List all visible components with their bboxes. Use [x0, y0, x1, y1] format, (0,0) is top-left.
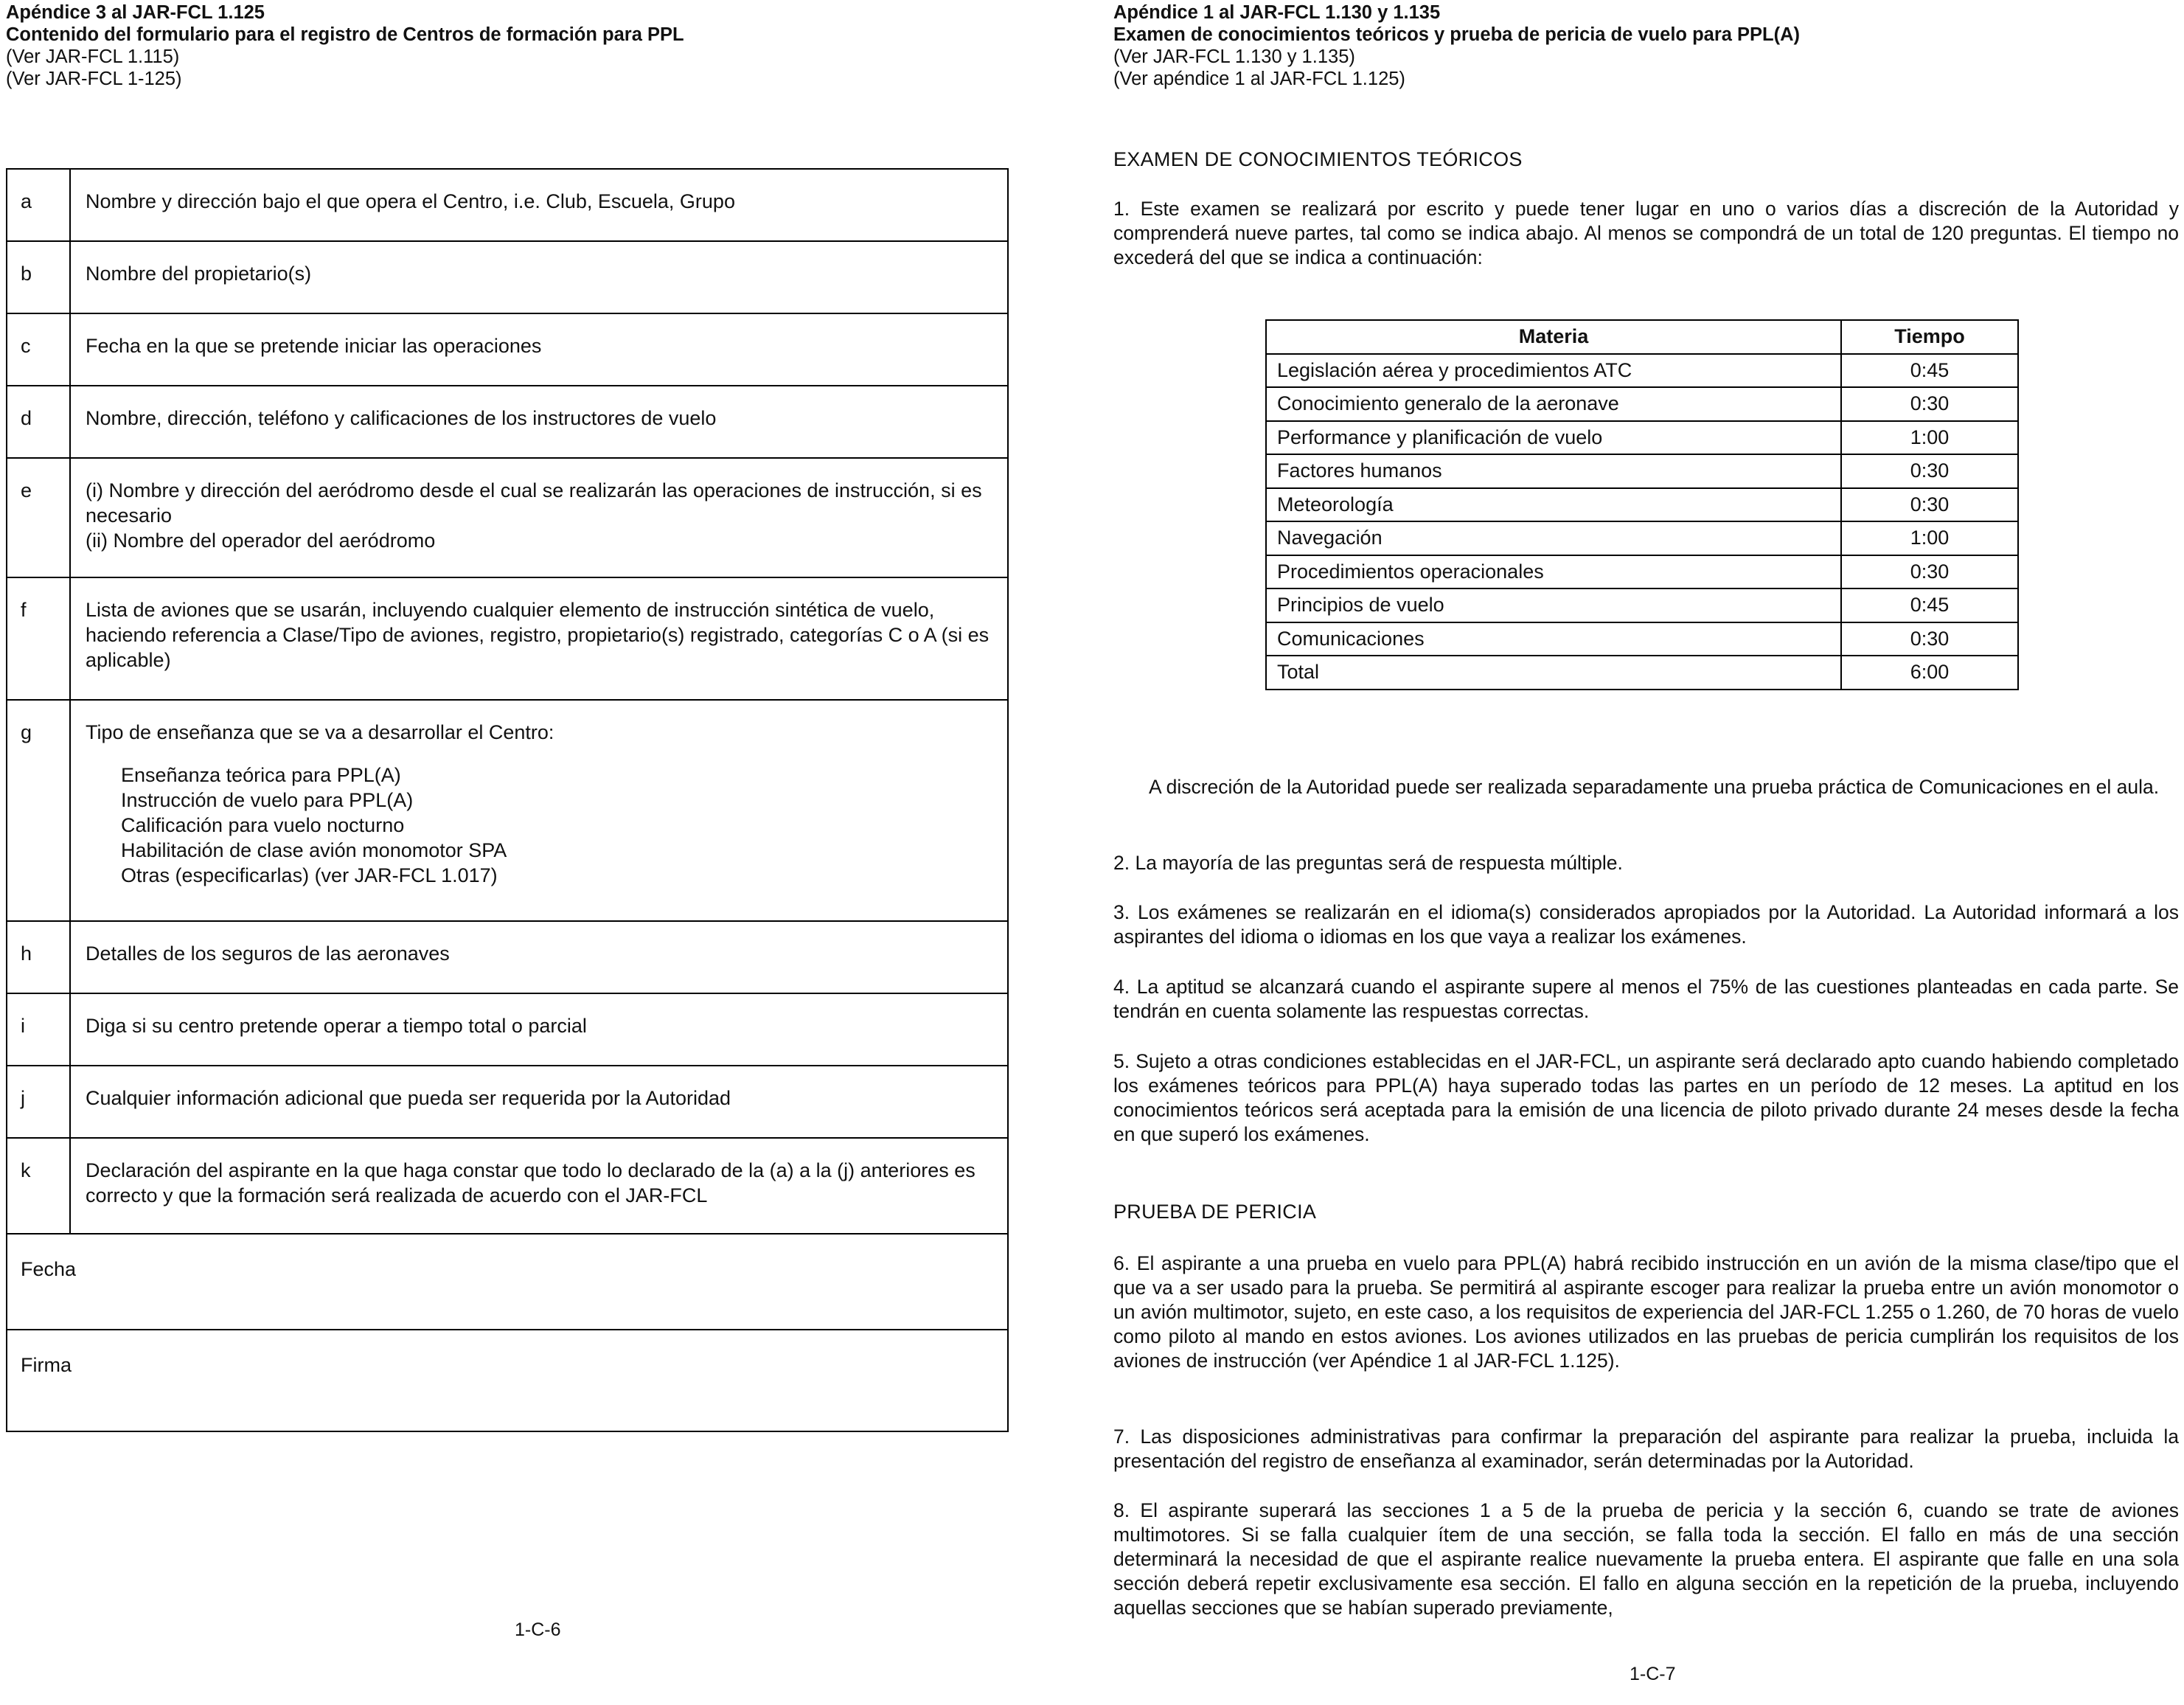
time-cell: 0:45	[1841, 588, 2018, 622]
left-page	[6, 0, 1016, 1705]
row-letter: a	[7, 169, 70, 241]
table-row	[1266, 588, 2018, 622]
row-letter: i	[7, 993, 70, 1066]
row-text: Nombre del propietario(s)	[70, 241, 1008, 313]
right-page-number: 1-C-7	[1630, 1664, 1676, 1684]
row-text-line2: (ii) Nombre del operador del aeródromo	[86, 529, 436, 552]
row-text: Declaración del aspirante en la que haga constar que todo lo declarado de la (a) a la (j) anteriores es correcto y que la formación será realizada de acuerdo con el JAR-FCL	[70, 1138, 1008, 1234]
time-cell: 0:45	[1841, 354, 2018, 388]
form-row	[7, 386, 1008, 458]
right-header	[1113, 1, 1800, 90]
time-cell: 0:30	[1841, 454, 2018, 488]
section-title-skill-test: PRUEBA DE PERICIA	[1113, 1201, 1317, 1223]
time-cell: 1:00	[1841, 421, 2018, 455]
registration-form-table	[6, 168, 1009, 1432]
paragraph-6: 6. El aspirante a una prueba en vuelo para PPL(A) habrá recibido instrucción en un avión de la misma clase/tipo que el que va a ser usado para la prueba. Se permitirá al aspirante escoger para realizar la prueba entre un avión monomotor o un avión multimotor, sujeto, en este caso, a los requisitos de experiencia del JAR-FCL 1.255 o 1.260, de 70 horas de vuelo como piloto al mando en estos aviones. Los aviones utilizados en las pruebas de pericia cumplirán los requisitos de los aviones de instrucción (ver Apéndice 1 al JAR-FCL 1.125).	[1113, 1252, 2179, 1372]
total-time-cell: 6:00	[1841, 656, 2018, 690]
right-header-ref1: (Ver JAR-FCL 1.130 y 1.135)	[1113, 46, 1355, 67]
list-item: Calificación para vuelo nocturno	[121, 814, 405, 836]
fecha-label: Fecha	[7, 1234, 1008, 1330]
subject-cell: Meteorología	[1266, 488, 1841, 522]
row-text: Tipo de enseñanza que se va a desarrollar el Centro:	[86, 721, 554, 743]
time-cell: 0:30	[1841, 488, 2018, 522]
column-header-tiempo: Tiempo	[1841, 320, 2018, 354]
exam-subjects-table	[1265, 319, 2019, 690]
row-letter: g	[7, 700, 70, 921]
row-text: Nombre, dirección, teléfono y calificaciones de los instructores de vuelo	[70, 386, 1008, 458]
subject-cell: Procedimientos operacionales	[1266, 555, 1841, 589]
left-header-title: Apéndice 3 al JAR-FCL 1.125	[6, 2, 265, 23]
paragraph-3: 3. Los exámenes se realizarán en el idioma(s) considerados apropiados por la Autoridad. La Autoridad informará a los aspirantes del idioma o idiomas en los que vaya a realizar los exámenes.	[1113, 901, 2179, 948]
time-cell: 0:30	[1841, 622, 2018, 656]
row-text: Fecha en la que se pretende iniciar las operaciones	[70, 313, 1008, 386]
row-content	[70, 700, 1008, 921]
table-row	[1266, 454, 2018, 488]
paragraph-7: 7. Las disposiciones administrativas para confirmar la preparación del aspirante para realizar la prueba, incluida la presentación del registro de enseñanza al examinador, serán determinadas por la Autoridad.	[1113, 1426, 2179, 1472]
table-row	[1266, 354, 2018, 388]
row-text: Nombre y dirección bajo el que opera el Centro, i.e. Club, Escuela, Grupo	[70, 169, 1008, 241]
row-text: Diga si su centro pretende operar a tiempo total o parcial	[70, 993, 1008, 1066]
row-letter: h	[7, 921, 70, 993]
form-row	[7, 1066, 1008, 1138]
right-header-subtitle: Examen de conocimientos teóricos y prueba de pericia de vuelo para PPL(A)	[1113, 24, 1801, 45]
form-row	[7, 169, 1008, 241]
list-item: Habilitación de clase avión monomotor SPA	[121, 839, 507, 861]
row-letter: e	[7, 458, 70, 577]
column-header-materia: Materia	[1266, 320, 1841, 354]
form-row	[7, 921, 1008, 993]
table-row	[1266, 555, 2018, 589]
paragraph-5: 5. Sujeto a otras condiciones establecidas en el JAR-FCL, un aspirante será declarado apto cuando habiendo completado los exámenes teóricos para PPL(A) haya superado todas las partes en un período de 12 meses. La aptitud en los conocimientos teóricos será aceptada para la emisión de una licencia de piloto privado durante 24 meses desde la fecha en que superó los exámenes.	[1113, 1050, 2179, 1145]
table-total-row	[1266, 656, 2018, 690]
row-text: Cualquier información adicional que pueda ser requerida por la Autoridad	[70, 1066, 1008, 1138]
firma-label: Firma	[7, 1330, 1008, 1431]
row-text-line1: (i) Nombre y dirección del aeródromo desde el cual se realizarán las operaciones de instrucción, si es necesario	[86, 479, 982, 527]
row-letter: f	[7, 577, 70, 700]
row-letter: c	[7, 313, 70, 386]
table-row	[1266, 622, 2018, 656]
time-cell: 0:30	[1841, 555, 2018, 589]
subject-cell: Factores humanos	[1266, 454, 1841, 488]
teaching-type-list	[121, 763, 992, 888]
form-row	[7, 458, 1008, 577]
table-row	[1266, 488, 2018, 522]
row-content	[70, 458, 1008, 577]
paragraph-8: 8. El aspirante superará las secciones 1 a 5 de la prueba de pericia y la sección 6, cuando se trate de aviones multimotores. Si se falla cualquier ítem de una sección, se falla toda la sección. El fallo en más de una sección determinará la necesidad de que el aspirante realice nuevamente la prueba entera. El aspirante que falle en una sola sección deberá repetir exclusivamente esa sección. El fallo en alguna sección en la repetición de la prueba, incluyendo aquellas secciones que se habían superado previamente,	[1113, 1499, 2179, 1619]
form-row	[7, 577, 1008, 700]
table-row	[1266, 421, 2018, 455]
form-row	[7, 993, 1008, 1066]
left-header-ref1: (Ver JAR-FCL 1.115)	[6, 46, 180, 67]
subject-cell: Legislación aérea y procedimientos ATC	[1266, 354, 1841, 388]
table-row	[1266, 521, 2018, 555]
paragraph-discretion: A discreción de la Autoridad puede ser realizada separadamente una prueba práctica de Comunicaciones en el aula.	[1149, 776, 2160, 798]
list-item: Instrucción de vuelo para PPL(A)	[121, 789, 414, 811]
right-page	[1113, 0, 2181, 1705]
form-row	[7, 1138, 1008, 1234]
paragraph-4: 4. La aptitud se alcanzará cuando el aspirante supere al menos el 75% de las cuestiones planteadas en cada parte. Se tendrán en cuenta solamente las respuestas correctas.	[1113, 976, 2179, 1022]
subject-cell: Performance y planificación de vuelo	[1266, 421, 1841, 455]
row-text: Detalles de los seguros de las aeronaves	[70, 921, 1008, 993]
table-header-row	[1266, 320, 2018, 354]
form-row	[7, 241, 1008, 313]
right-header-ref2: (Ver apéndice 1 al JAR-FCL 1.125)	[1113, 69, 1405, 89]
left-page-number: 1-C-6	[515, 1619, 561, 1640]
row-text: Lista de aviones que se usarán, incluyendo cualquier elemento de instrucción sintética de vuelo, haciendo referencia a Clase/Tipo de aviones, registro, propietario(s) registrado, categorías C o A (si es aplicable)	[70, 577, 1008, 700]
fecha-row	[7, 1234, 1008, 1330]
form-row	[7, 313, 1008, 386]
total-label-cell: Total	[1266, 656, 1841, 690]
paragraph-2: 2. La mayoría de las preguntas será de respuesta múltiple.	[1113, 852, 1623, 874]
row-letter: j	[7, 1066, 70, 1138]
firma-row	[7, 1330, 1008, 1431]
row-letter: b	[7, 241, 70, 313]
subject-cell: Principios de vuelo	[1266, 588, 1841, 622]
left-header	[6, 1, 684, 90]
time-cell: 0:30	[1841, 387, 2018, 421]
subject-cell: Navegación	[1266, 521, 1841, 555]
list-item: Otras (especificarlas) (ver JAR-FCL 1.017)	[121, 864, 498, 886]
paragraph-1: 1. Este examen se realizará por escrito y puede tener lugar en uno o varios días a discreción de la Autoridad y comprenderá nueve partes, tal como se indica abajo. Al menos se compondrá de un total de 120 preguntas. El tiempo no excederá del que se indica a continuación:	[1113, 198, 2179, 268]
section-title-theory: EXAMEN DE CONOCIMIENTOS TEÓRICOS	[1113, 148, 1523, 170]
form-row	[7, 700, 1008, 921]
subject-cell: Comunicaciones	[1266, 622, 1841, 656]
list-item: Enseñanza teórica para PPL(A)	[121, 764, 401, 786]
left-header-ref2: (Ver JAR-FCL 1-125)	[6, 69, 182, 89]
left-header-subtitle: Contenido del formulario para el registro de Centros de formación para PPL	[6, 24, 684, 45]
right-header-title: Apéndice 1 al JAR-FCL 1.130 y 1.135	[1113, 2, 1441, 23]
row-letter: d	[7, 386, 70, 458]
table-row	[1266, 387, 2018, 421]
time-cell: 1:00	[1841, 521, 2018, 555]
subject-cell: Conocimiento generalo de la aeronave	[1266, 387, 1841, 421]
row-letter: k	[7, 1138, 70, 1234]
